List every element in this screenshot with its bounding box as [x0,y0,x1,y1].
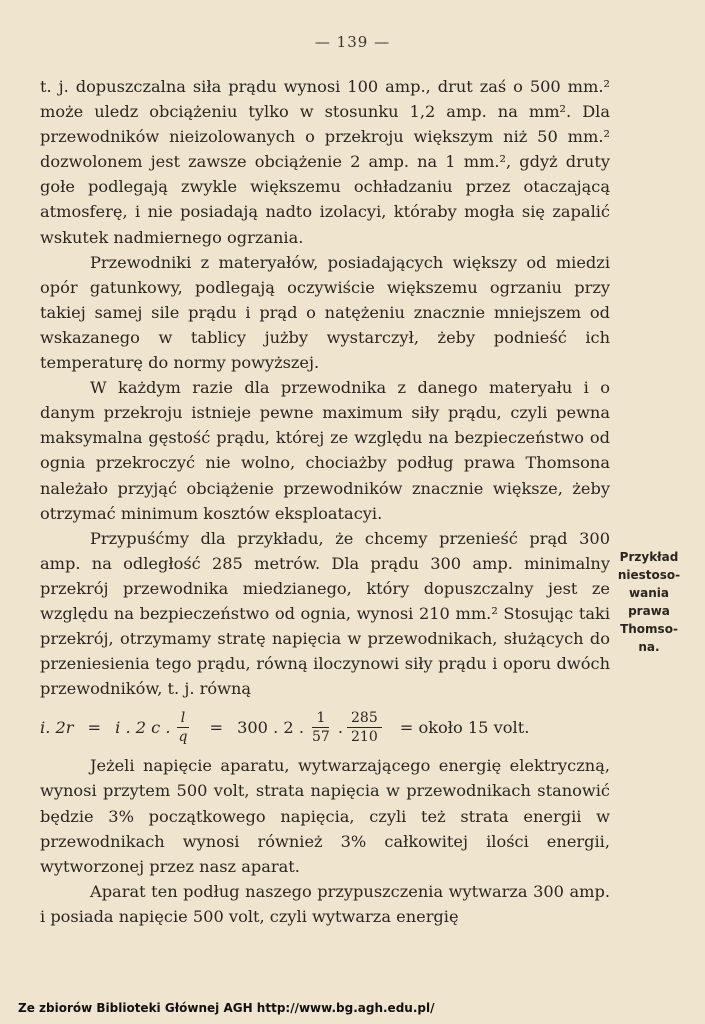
margin-note-line: prawa [628,604,670,618]
formula-fraction-l-q [175,709,192,746]
paragraph: Jeżeli napięcie aparatu, wytwarzającego energię elektryczną, wynosi przytem 500 volt, strata napięcia w przewodnikach stanowić będzie 3% początkowego napięcia, czyli też strata energii w przewodnikach wynosi również 3% całkowitej ilości energii, wytworzonej przez nasz aparat. [40,756,610,876]
paragraph: t. j. dopuszczalna siła prądu wynosi 100 amp., drut zaś o 500 mm.² może uledz obciążeniu tylko w stosunku 1,2 amp. na mm². Dla przewodników nieizolowanych o przekroju większym niż 50 mm.² dozwolonem jest zawsze obciążenie 2 amp. na 1 mm.², gdyż druty gołe podlegają zwykle większemu ochładzaniu przez otaczającą atmosferę, i nie posiadają nadto izolacyi, któraby mogła się zapalić wskutek nadmiernego ogrzania. [40,77,610,247]
formula-equals-2: = [209,717,224,737]
paragraph: Przypuśćmy dla przykładu, że chcemy przenieść prąd 300 amp. na odległość 285 metrów. Dla prądu 300 amp. minimalny przekrój przewodnika miedzianego, który dopuszczalny jest ze względu na bezpieczeństwo od ognia, wynosi 210 mm.² Stosując taki przekrój, otrzymamy stratę napięcia w przewodnikach, służących do przeniesienia tego prądu, równą iloczynowi siły prądu i oporu dwóch przewodników, t. j. równą [40,528,610,699]
margin-note-line: wania [629,586,669,600]
margin-note [612,548,686,656]
fraction-denominator: 210 [351,728,378,745]
fraction-numerator: l [177,709,189,728]
formula-values: 300 . 2 . [237,717,305,737]
fraction-numerator: 1 [312,709,329,728]
margin-note-line: na. [638,640,660,654]
margin-note-line: Przykład [619,550,679,564]
body-text [40,74,610,929]
fraction-numerator: 285 [347,709,382,728]
formula-current: i [40,717,46,737]
library-footer: Ze zbiorów Biblioteki Głównej AGH http://www.bg.agh.edu.pl/ [18,1001,435,1015]
paragraph: W każdym razie dla przewodnika z danego materyału i o danym przekroju istnieje pewne maximum siły prądu, czyli pewna maksymalna gęstość prądu, której ze względu na bezpieczeństwo od ognia przekroczyć nie wolno, chociażby podług prawa Thomsona należało przyjąć obciążenie przewodników znacznie większe, żeby otrzymać minimum kosztów eksploatacyi. [40,378,610,523]
fraction-denominator: q [178,728,188,745]
fraction-denominator: 57 [312,728,330,745]
formula-dot: . [337,717,343,737]
formula-conductance: . 2 c . [125,717,171,737]
formula-fraction-285-210 [347,709,382,746]
page-number: — 139 — [314,33,391,51]
margin-note-line: niestoso- [617,568,681,582]
paragraph: Aparat ten podług naszego przypuszczenia wytwarza 300 amp. i posiada napięcie 500 volt, czyli wytwarza energię [40,881,610,926]
voltage-loss-formula [40,701,610,753]
formula-fraction-1-57 [308,709,334,746]
formula-equals: = [87,717,102,737]
paragraph: Przewodniki z materyałów, posiadających większy od miedzi opór gatunkowy, podlegają oczywiście większemu ogrzaniu przy takiej samej sile prądu i prąd o natężeniu znacznie mniejszem od wskazanego w tablicy jużby wystarczył, żeby podnieść ich temperaturę do normy powyższej. [40,252,610,373]
formula-resistance: . 2r [45,717,74,737]
formula-current-2: i [115,717,121,737]
margin-note-line: Thomso- [620,622,678,636]
formula-result: = około 15 volt. [399,717,530,737]
